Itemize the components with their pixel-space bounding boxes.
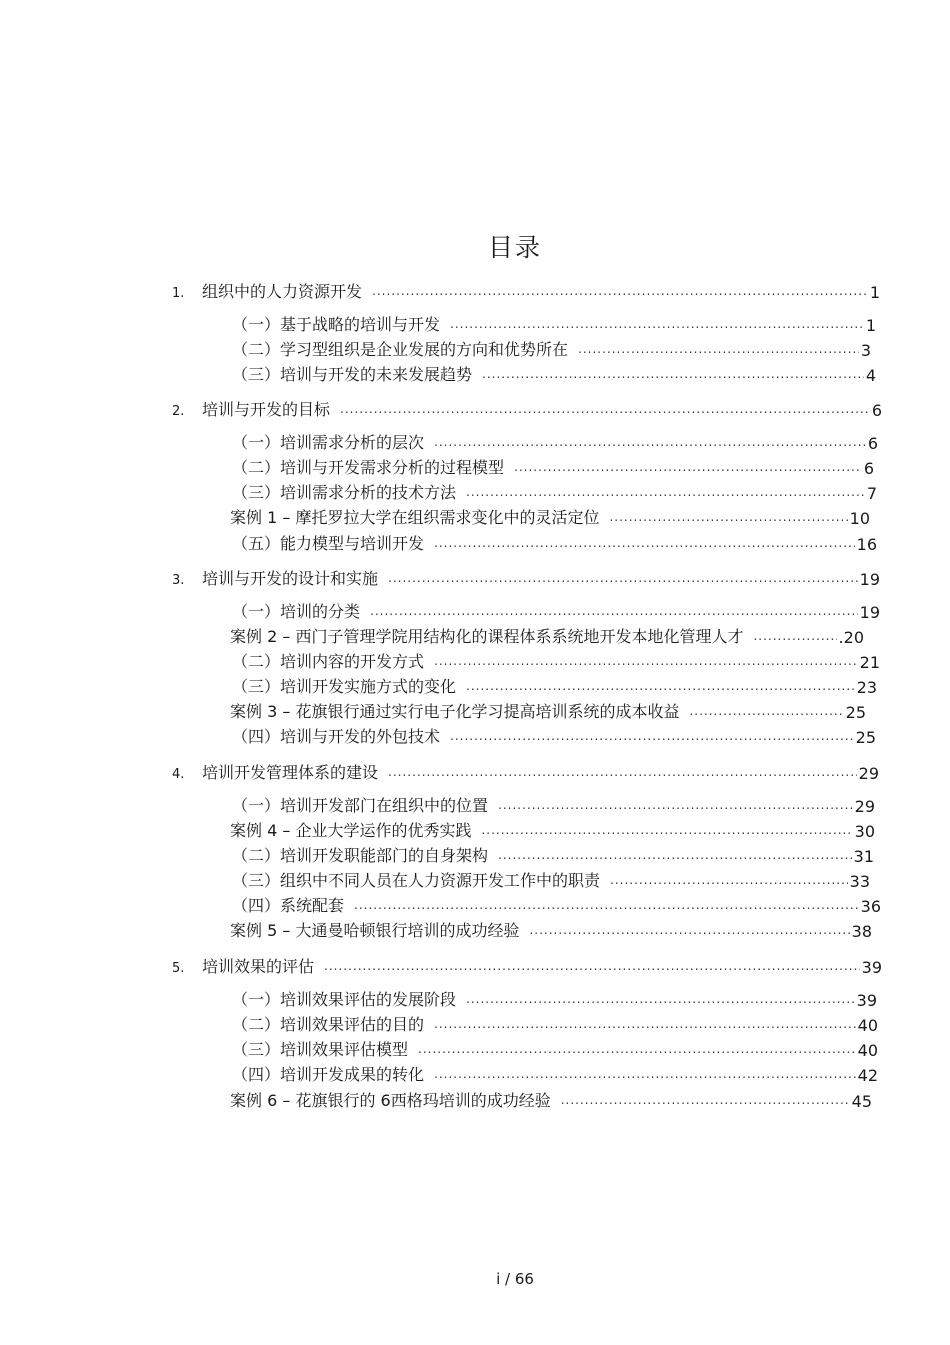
toc-entry-text: 案例 6 – 花旗银行的 6西格玛培训的成功经验 xyxy=(230,1091,551,1110)
toc-entry[interactable] xyxy=(232,431,878,453)
dot-leader xyxy=(450,729,854,743)
dot-leader xyxy=(498,798,853,812)
toc-entry-label xyxy=(172,279,362,302)
toc-entry[interactable] xyxy=(230,625,864,647)
toc-entry-page: 33 xyxy=(849,872,870,891)
toc-entry-text: （三）组织中不同人员在人力资源开发工作中的职责 xyxy=(232,871,601,890)
toc-entry-label xyxy=(232,312,440,335)
toc-entry-page: 25 xyxy=(855,728,876,747)
toc-title: 目录 xyxy=(487,233,542,262)
toc-entry-page: 38 xyxy=(851,922,872,941)
toc-entry-text: （一）培训开发部门在组织中的位置 xyxy=(232,796,489,815)
toc-entry-text: 培训与开发的目标 xyxy=(202,400,331,419)
dot-leader xyxy=(753,629,836,643)
dot-leader xyxy=(434,1067,856,1081)
toc-entry-page: 21 xyxy=(859,653,880,672)
toc-entry-number: 2. xyxy=(172,404,185,419)
toc-entry-label xyxy=(232,430,424,453)
toc-entry-label xyxy=(230,505,599,528)
dot-leader xyxy=(578,342,859,356)
toc-entry[interactable] xyxy=(232,1063,878,1085)
toc-entry-text: （三）培训需求分析的技术方法 xyxy=(232,483,457,502)
toc-entry-text: 培训开发管理体系的建设 xyxy=(202,763,379,782)
dot-leader xyxy=(434,1017,856,1031)
toc-entry-text: 案例 5 – 大通曼哈顿银行培训的成功经验 xyxy=(230,921,520,940)
toc-entry-page: 36 xyxy=(860,897,881,916)
toc-entry-label xyxy=(232,893,344,916)
toc-entry-page: 30 xyxy=(854,822,875,841)
toc-entry-label xyxy=(232,674,456,697)
toc-entry-text: （三）培训与开发的未来发展趋势 xyxy=(232,365,473,384)
toc-entry-page: 39 xyxy=(856,991,877,1010)
toc-entry[interactable] xyxy=(232,650,880,672)
toc-entry-number: 5. xyxy=(172,961,185,976)
toc-entry-page: 45 xyxy=(851,1092,872,1111)
toc-entry-page: 40 xyxy=(857,1041,878,1060)
toc-entry-text: 培训与开发的设计和实施 xyxy=(202,569,379,588)
toc-entry-label xyxy=(232,1062,424,1085)
toc-entry-text: （一）基于战略的培训与开发 xyxy=(232,315,441,334)
toc-entry[interactable] xyxy=(172,567,880,589)
toc-entry-text: 组织中的人力资源开发 xyxy=(202,282,363,301)
toc-entry-text: 案例 4 – 企业大学运作的优秀实践 xyxy=(230,821,472,840)
toc-entry[interactable] xyxy=(232,1038,878,1060)
toc-entry-text: 案例 3 – 花旗银行通过实行电子化学习提高培训系统的成本收益 xyxy=(230,702,680,721)
dot-leader xyxy=(434,654,858,668)
toc-entry-page: 39 xyxy=(861,958,882,977)
toc-entry-label xyxy=(232,480,456,503)
toc-entry-number: 3. xyxy=(172,573,185,588)
toc-entry[interactable] xyxy=(172,398,882,420)
toc-entry-text: 培训效果的评估 xyxy=(202,957,315,976)
dot-leader xyxy=(370,604,858,618)
toc-entry-page: 40 xyxy=(857,1016,878,1035)
toc-entry-page: 42 xyxy=(857,1066,878,1085)
toc-entry-page: 6 xyxy=(863,459,874,478)
toc-entry[interactable] xyxy=(232,988,877,1010)
toc-entry[interactable] xyxy=(232,481,877,503)
dot-leader xyxy=(561,1093,850,1107)
toc-entry-label xyxy=(232,455,504,478)
toc-entry-label xyxy=(172,954,314,977)
toc-entry[interactable] xyxy=(232,600,880,622)
toc-entry-label xyxy=(232,987,456,1010)
toc-entry-page: .20 xyxy=(838,628,864,647)
toc-entry-page: 29 xyxy=(854,797,875,816)
toc-entry-label xyxy=(232,337,568,360)
toc-entry-page: 6 xyxy=(867,434,878,453)
toc-entry-label xyxy=(172,760,378,783)
toc-entry-label xyxy=(232,868,600,891)
toc-entry-number: 4. xyxy=(172,767,185,782)
dot-leader xyxy=(689,704,843,718)
toc-entry-label xyxy=(230,818,471,841)
toc-entry-label xyxy=(230,624,743,647)
toc-entry-label xyxy=(232,1037,408,1060)
toc-entry[interactable] xyxy=(232,894,881,916)
toc-entry[interactable] xyxy=(230,919,872,941)
toc-entry[interactable] xyxy=(230,700,866,722)
dot-leader xyxy=(482,367,864,381)
toc-entry-text: （一）培训需求分析的层次 xyxy=(232,433,425,452)
toc-entry-text: （四）系统配套 xyxy=(232,896,345,915)
toc-entry-text: （二）培训内容的开发方式 xyxy=(232,652,425,671)
toc-entry[interactable] xyxy=(172,280,880,302)
toc-entry-page: 4 xyxy=(865,366,876,385)
page-indicator: i / 66 xyxy=(496,1270,534,1288)
toc-entry-page: 16 xyxy=(856,535,877,554)
toc-entry[interactable] xyxy=(232,794,875,816)
toc-entry-text: （三）培训效果评估模型 xyxy=(232,1040,409,1059)
toc-entry-label xyxy=(230,699,679,722)
toc-entry[interactable] xyxy=(232,1013,878,1035)
toc-entry[interactable] xyxy=(232,338,871,360)
toc-entry-label xyxy=(232,599,360,622)
dot-leader xyxy=(466,992,855,1006)
toc-entry-text: （二）培训开发职能部门的自身架构 xyxy=(232,846,489,865)
toc-entry-number: 1. xyxy=(172,286,185,301)
dot-leader xyxy=(610,873,848,887)
dot-leader xyxy=(609,510,847,524)
toc-entry-page: 7 xyxy=(866,484,877,503)
dot-leader xyxy=(466,485,865,499)
toc-entry-text: （一）培训的分类 xyxy=(232,602,361,621)
dot-leader xyxy=(450,317,864,331)
dot-leader xyxy=(324,959,860,973)
toc-entry-page: 6 xyxy=(871,401,882,420)
toc-entry-label xyxy=(232,649,424,672)
toc-entry-label xyxy=(172,566,378,589)
dot-leader xyxy=(372,284,868,298)
dot-leader xyxy=(481,823,852,837)
toc-entry-page: 25 xyxy=(845,703,866,722)
toc-entry[interactable] xyxy=(232,532,877,554)
toc-entry-page: 1 xyxy=(869,283,880,302)
toc-entry[interactable] xyxy=(172,955,882,977)
toc-entry[interactable] xyxy=(172,761,879,783)
dot-leader xyxy=(498,848,852,862)
toc-entry-label xyxy=(232,843,488,866)
toc-entry-text: （三）培训开发实施方式的变化 xyxy=(232,677,457,696)
dot-leader xyxy=(514,460,862,474)
toc-entry[interactable] xyxy=(230,1089,872,1111)
dot-leader xyxy=(466,679,855,693)
dot-leader xyxy=(340,402,870,416)
dot-leader xyxy=(388,571,858,585)
toc-entry-page: 23 xyxy=(856,678,877,697)
toc-entry-text: 案例 1 – 摩托罗拉大学在组织需求变化中的灵活定位 xyxy=(230,508,600,527)
dot-leader xyxy=(388,765,857,779)
toc-entry[interactable] xyxy=(230,506,870,528)
dot-leader xyxy=(434,536,855,550)
toc-entry-page: 1 xyxy=(865,316,876,335)
toc-entry-text: （一）培训效果评估的发展阶段 xyxy=(232,990,457,1009)
dot-leader xyxy=(434,435,866,449)
toc-entry-page: 19 xyxy=(859,570,880,589)
toc-entry-text: （五）能力模型与培训开发 xyxy=(232,534,425,553)
toc-entry-label xyxy=(230,1088,551,1111)
toc-entry-page: 10 xyxy=(849,509,870,528)
toc-entry-label xyxy=(230,918,519,941)
toc-entry-label xyxy=(232,724,440,747)
toc-entry-text: （二）培训效果评估的目的 xyxy=(232,1015,425,1034)
toc-entry[interactable] xyxy=(232,869,870,891)
toc-entry[interactable] xyxy=(232,313,876,335)
dot-leader xyxy=(354,898,859,912)
toc-entry[interactable] xyxy=(232,844,874,866)
toc-entry-text: 案例 2 – 西门子管理学院用结构化的课程体系系统地开发本地化管理人才 xyxy=(230,627,744,646)
toc-entry[interactable] xyxy=(232,456,874,478)
toc-entry[interactable] xyxy=(232,363,876,385)
toc-entry-page: 19 xyxy=(859,603,880,622)
dot-leader xyxy=(418,1042,856,1056)
toc-entry-label xyxy=(172,397,330,420)
toc-entry-label xyxy=(232,1012,424,1035)
dot-leader xyxy=(529,923,849,937)
toc-entry-label xyxy=(232,362,472,385)
toc-entry[interactable] xyxy=(232,725,876,747)
toc-entry-text: （二）培训与开发需求分析的过程模型 xyxy=(232,458,505,477)
toc-entry-page: 31 xyxy=(853,847,874,866)
toc-entry-text: （四）培训与开发的外包技术 xyxy=(232,727,441,746)
toc-entry-text: （二）学习型组织是企业发展的方向和优势所在 xyxy=(232,340,569,359)
toc-entry-page: 29 xyxy=(858,764,879,783)
toc-entry-label xyxy=(232,531,424,554)
toc-entry[interactable] xyxy=(230,819,875,841)
toc-entry-page: 3 xyxy=(860,341,871,360)
toc-entry-text: （四）培训开发成果的转化 xyxy=(232,1065,425,1084)
toc-entry[interactable] xyxy=(232,675,877,697)
toc-entry-label xyxy=(232,793,488,816)
